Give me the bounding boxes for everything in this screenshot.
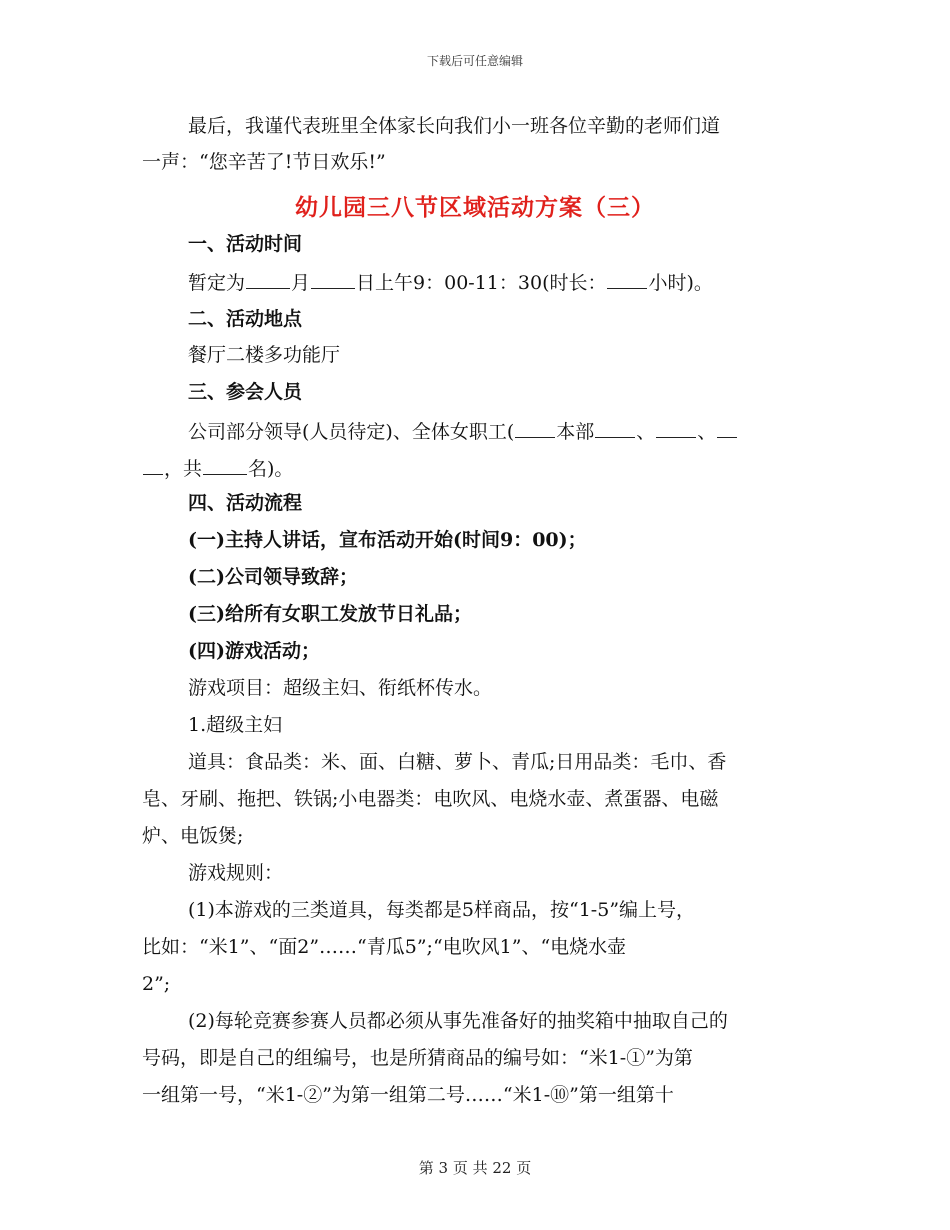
section-3-heading: 三、参会人员	[188, 381, 303, 403]
total-label: ，共	[164, 458, 203, 480]
intro-line-2: 一声：“您辛苦了!节日欢乐!”	[142, 151, 386, 173]
blank-5	[143, 457, 163, 475]
step-1: (一)主持人讲话，宣布活动开始(时间9：00)；	[188, 529, 587, 551]
page-footer: 第 3 页 共 22 页	[418, 1159, 532, 1177]
rule-1-line-2: 比如：“米1”、“面2”……“青瓜5”;“电吹风1”、“电烧水壶	[142, 936, 627, 958]
document-title: 幼儿园三八节区域活动方案（三）	[295, 194, 655, 221]
intro-line-1: 最后，我谨代表班里全体家长向我们小一班各位辛勤的老师们道	[188, 115, 721, 137]
game-list: 游戏项目：超级主妇、衔纸杯传水。	[188, 677, 493, 699]
step-2: (二)公司领导致辞；	[188, 566, 358, 588]
rule-1-line-1: (1)本游戏的三类道具，每类都是5样商品，按“1-5”编上号，	[188, 899, 696, 921]
section-2-text: 餐厅二楼多功能厅	[188, 344, 341, 366]
rule-1-line-3: 2”;	[142, 973, 171, 995]
section-3-text-2	[0, 457, 950, 479]
blank-6	[203, 457, 247, 475]
props-line-1: 道具：食品类：米、面、白糖、萝卜、青瓜;日用品类：毛巾、香	[188, 751, 727, 773]
section-1-heading: 一、活动时间	[188, 233, 303, 255]
rules-heading: 游戏规则：	[188, 862, 284, 884]
sep-1: 、	[636, 421, 656, 443]
month-label: 月	[291, 272, 311, 294]
rule-2-line-1: (2)每轮竞赛参赛人员都必须从事先准备好的抽奖箱中抽取自己的	[188, 1010, 728, 1032]
time-prefix: 暂定为	[188, 272, 246, 294]
blank-1	[515, 420, 555, 438]
blank-2	[595, 420, 635, 438]
rule-2-line-2: 号码，即是自己的组编号，也是所猜商品的编号如：“米1-①”为第	[142, 1047, 693, 1069]
step-3: (三)给所有女职工发放节日礼品；	[188, 603, 472, 625]
step-4: (四)游戏活动；	[188, 640, 320, 662]
attendees-text: 公司部分领导(人员待定)、全体女职工(	[188, 421, 515, 443]
section-3-text-1	[0, 420, 950, 442]
section-1-text	[0, 271, 950, 293]
section-4-heading: 四、活动流程	[188, 492, 303, 514]
blank-3	[656, 420, 696, 438]
rule-2-line-3: 一组第一号，“米1-②”为第一组第二号……“米1-⑩”第一组第十	[142, 1084, 674, 1106]
hq-label: 本部	[556, 421, 595, 443]
props-line-3: 炉、电饭煲;	[142, 825, 244, 847]
month-blank	[246, 271, 290, 289]
duration-blank	[607, 271, 647, 289]
section-2-heading: 二、活动地点	[188, 308, 303, 330]
time-range: 日上午9：00-11：30(时长：	[356, 272, 607, 294]
day-blank	[311, 271, 355, 289]
props-line-2: 皂、牙刷、拖把、铁锅;小电器类：电吹风、电烧水壶、煮蛋器、电磁	[142, 788, 719, 810]
blank-4	[717, 420, 737, 438]
sep-2: 、	[697, 421, 717, 443]
game-1-title: 1.超级主妇	[188, 714, 283, 736]
page-header: 下载后可任意编辑	[426, 54, 523, 68]
time-suffix: 小时)。	[648, 272, 713, 294]
count-suffix: 名)。	[248, 458, 294, 480]
